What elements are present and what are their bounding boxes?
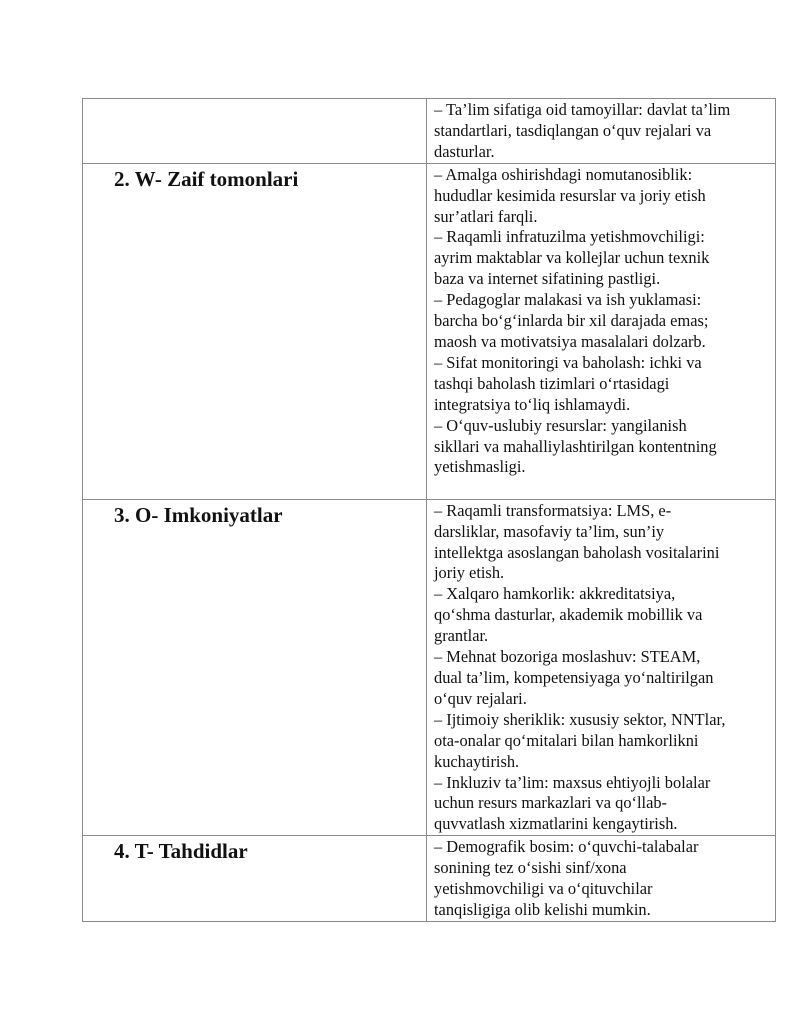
content-line: yetishmasligi. xyxy=(434,457,526,477)
content-line: barcha bo‘g‘inlarda bir xil darajada emas; xyxy=(434,311,709,331)
table-row xyxy=(83,163,776,499)
content-text xyxy=(427,164,775,479)
content-line: – O‘quv-uslubiy resurslar: yangilanish xyxy=(434,415,687,435)
swot-table xyxy=(82,98,776,922)
content-line: tanqisligiga olib kelishi mumkin. xyxy=(434,899,651,919)
content-line: – Inkluziv ta’lim: maxsus ehtiyojli bolalar xyxy=(434,772,711,792)
content-line: hududlar kesimida resurslar va joriy etish xyxy=(434,185,706,205)
content-line: integratsiya to‘liq ishlamaydi. xyxy=(434,394,631,414)
content-line: – Amalga oshirishdagi nomutanosiblik: xyxy=(434,164,693,184)
content-line: – Raqamli infratuzilma yetishmovchiligi: xyxy=(434,227,705,247)
content-line: – Ta’lim sifatiga oid tamoyillar: davlat ta’lim xyxy=(434,100,731,119)
category-heading: 4. T- Tahdidlar xyxy=(114,839,248,864)
content-line: joriy etish. xyxy=(434,563,505,583)
content-line: sikllari va mahalliylashtirilgan kontentning xyxy=(434,436,717,456)
content-cell xyxy=(427,163,776,499)
content-line: sur’atlari farqli. xyxy=(434,206,538,226)
content-line: kuchaytirish. xyxy=(434,751,520,771)
table-row xyxy=(83,836,776,922)
content-line: yetishmovchiligi va o‘qituvchilar xyxy=(434,879,653,899)
content-text xyxy=(427,500,775,836)
content-line: maosh va motivatsiya masalalari dolzarb. xyxy=(434,331,706,351)
content-line: – Mehnat bozoriga moslashuv: STEAM, xyxy=(434,647,701,667)
category-cell xyxy=(83,163,427,499)
category-cell xyxy=(83,499,427,836)
content-line: qo‘shma dasturlar, akademik mobillik va xyxy=(434,605,703,625)
content-line: quvvatlash xizmatlarini kengaytirish. xyxy=(434,814,678,834)
content-line: dasturlar. xyxy=(434,141,495,161)
category-heading: 3. O- Imkoniyatlar xyxy=(114,502,283,527)
content-cell xyxy=(427,99,776,164)
category-heading xyxy=(83,99,426,101)
content-line: – Ijtimoiy sheriklik: xususiy sektor, NNTlar, xyxy=(434,709,726,729)
content-line: standartlari, tasdiqlangan o‘quv rejalari va xyxy=(434,120,712,140)
content-line: uchun resurs markazlari va qo‘llab- xyxy=(434,793,668,813)
content-line: sonining tez o‘sishi sinf/xona xyxy=(434,858,627,878)
content-line: – Xalqaro hamkorlik: akkreditatsiya, xyxy=(434,584,676,604)
content-line: darsliklar, masofaviy ta’lim, sun’iy xyxy=(434,521,665,541)
content-line: – Pedagoglar malakasi va ish yuklamasi: xyxy=(434,290,702,310)
content-line: – Sifat monitoringi va baholash: ichki va xyxy=(434,352,702,372)
content-line: dual ta’lim, kompetensiyaga yo‘naltirilgan xyxy=(434,667,714,687)
category-cell xyxy=(83,99,427,164)
content-line: – Demografik bosim: o‘quvchi-talabalar xyxy=(434,837,699,857)
content-line: o‘quv rejalari. xyxy=(434,688,527,708)
table-row xyxy=(83,99,776,164)
content-line: baza va internet sifatining pastligi. xyxy=(434,269,661,289)
content-text xyxy=(427,99,775,163)
swot-table-body xyxy=(83,99,776,922)
content-text xyxy=(427,836,775,921)
content-line: ota-onalar qo‘mitalari bilan hamkorlikni xyxy=(434,730,699,750)
content-line: ayrim maktablar va kollejlar uchun texnik xyxy=(434,248,710,268)
content-cell xyxy=(427,836,776,922)
content-line: grantlar. xyxy=(434,626,489,646)
category-heading: 2. W- Zaif tomonlari xyxy=(114,166,299,191)
category-cell xyxy=(83,836,427,922)
content-cell xyxy=(427,499,776,836)
content-line: – Raqamli transformatsiya: LMS, e- xyxy=(434,500,672,520)
content-line: tashqi baholash tizimlari o‘rtasidagi xyxy=(434,373,670,393)
content-line: intellektga asoslangan baholash vositalarini xyxy=(434,542,720,562)
table-row xyxy=(83,499,776,836)
